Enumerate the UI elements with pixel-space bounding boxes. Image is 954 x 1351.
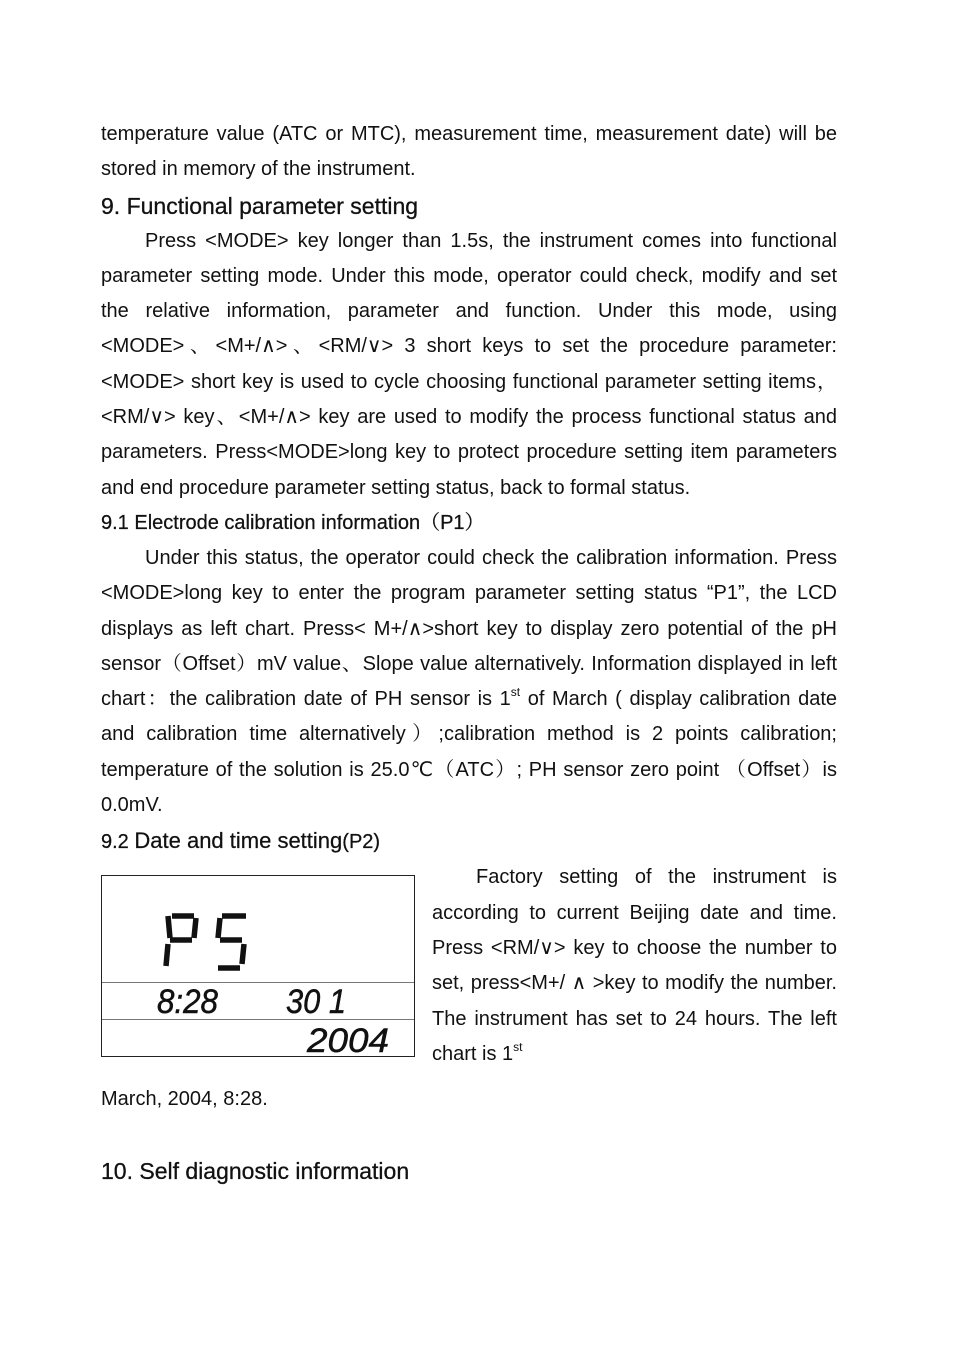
section-9-paragraph: Press <MODE> key longer than 1.5s, the instrument comes into functional parameter setting mode. Under this mode, operator could check, modify and set the relative information, parameter and function. Under this mode, using <MODE>、<M+/∧>、<RM/∨> 3 short keys to set the procedure parameter: <MODE> short key is used to cycle choosing functional parameter setting items，<RM/∨> key、<M+/∧> key are used to modify the process functional status and parameters. Press<MODE>long key to protect procedure setting item parameters and end procedure parameter setting status, back to formal status. [101,229,837,499]
section-9-2-code: (P2) [342,831,381,854]
lcd-year-value: 2004 [305,1022,389,1059]
lcd-segment-art [102,876,416,1058]
section-9-2-title: Date and time setting [134,828,343,854]
ordinal-suffix: st [510,685,521,700]
spacer [101,1118,837,1153]
section-9-2-side-text [432,860,837,1072]
ordinal-suffix: st [513,1039,523,1054]
page-content [101,117,837,1189]
lcd-time-value: 8:28 [157,983,219,1022]
section-9-2-text: Factory setting of the instrument is according to current Beijing date and time. Press <RM/∨> key to choose the number to set, press<M+/ ∧ >key to modify the number. The instrument has set to 24 hours. The left chart is 1 [432,866,837,1065]
section-9-1-heading: 9.1 Electrode calibration information（P1） [101,511,485,534]
section-10-heading: 10. Self diagnostic information [101,1157,410,1184]
section-9-1-text-tail: of March ( display calibration date and calibration time alternatively）;calibration method is 2 points calibration; temperature of the solution is 25.0℃（ATC）; PH sensor zero point （Offset）is 0.0mV. [101,688,837,817]
lcd-mode-label [166,916,246,968]
lcd-display-figure [101,875,415,1057]
lcd-figure-block [101,860,837,1082]
section-9-2-heading [101,823,837,860]
lcd-date-value: 30 1 [286,983,346,1022]
section-9-1-text: Under this status, the operator could check the calibration information. Press <MODE>long key to enter the program parameter setting status “P1”, the LCD displays as left chart. Press< M+/∧>short key to display zero potential of the pH sensor（Offset）mV value、Slope value alternatively. Information displayed in left chart：the calibration date of PH sensor is 1 [101,546,837,711]
intro-continued-text: temperature value (ATC or MTC), measurement time, measurement date) will be stored in memory of the instrument. [101,123,837,181]
section-9-heading: 9. Functional parameter setting [101,192,419,219]
section-9-1-paragraph [101,541,837,823]
section-9-2-text-tail: March, 2004, 8:28. [101,1088,268,1111]
section-9-2-number: 9.2 [101,831,129,854]
